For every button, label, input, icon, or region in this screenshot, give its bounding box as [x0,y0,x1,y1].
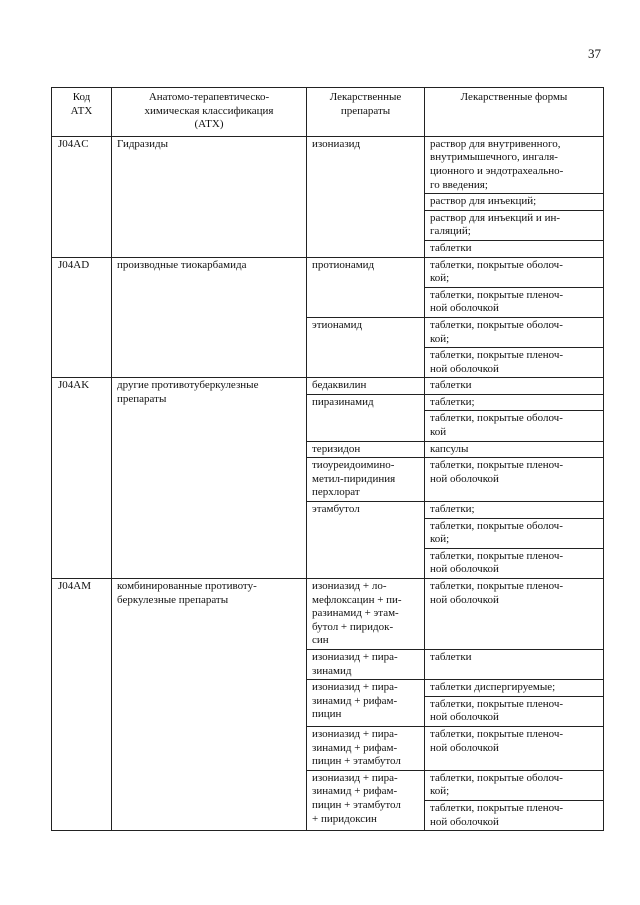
drug-name-cell: теризидон [307,441,425,458]
drug-name-cell: протионамид [307,257,425,317]
dosage-form-cell: таблетки [425,378,604,395]
table-body [52,136,604,830]
dosage-form-cell: таблетки; [425,502,604,519]
atx-table [51,87,604,831]
dosage-form-cell: таблетки, покрытые пленоч- ной оболочкой [425,548,604,578]
atx-classification-cell: другие противотуберкулезные препараты [112,378,307,579]
dosage-form-cell: таблетки, покрытые пленоч- ной оболочкой [425,696,604,726]
atx-code-cell: J04AK [52,378,112,579]
drug-name-cell: изониазид + пира- зинамид + рифам- пицин + этамбутол + пиридоксин [307,770,425,830]
dosage-form-cell: таблетки, покрытые оболоч- кой; [425,257,604,287]
dosage-form-cell: капсулы [425,441,604,458]
drug-name-cell: изониазид + пира- зинамид [307,649,425,679]
dosage-form-cell: таблетки; [425,394,604,411]
dosage-form-cell: раствор для инъекций; [425,194,604,211]
atx-code-cell: J04AC [52,136,112,257]
dosage-form-cell: таблетки, покрытые пленоч- ной оболочкой [425,287,604,317]
header-row [52,88,604,137]
dosage-form-cell: таблетки, покрытые оболоч- кой; [425,518,604,548]
drug-name-cell: этионамид [307,317,425,377]
dosage-form-cell: таблетки диспергируемые; [425,680,604,697]
dosage-form-cell: раствор для внутривенного, внутримышечного, ингаля- ционного и эндотрахеально- го введения; [425,136,604,193]
atx-code-cell: J04AD [52,257,112,378]
atx-classification-cell: производные тиокарбамида [112,257,307,378]
atx-classification-cell: комбинированные противоту- беркулезные препараты [112,579,307,831]
drug-name-cell: изониазид + пира- зинамид + рифам- пицин + этамбутол [307,726,425,770]
atx-code-cell: J04AM [52,579,112,831]
dosage-form-cell: раствор для инъекций и ин- галяций; [425,210,604,240]
drug-name-cell: изониазид [307,136,425,257]
atx-classification-cell: Гидразиды [112,136,307,257]
drug-name-cell: этамбутол [307,502,425,579]
drug-name-cell: изониазид + ло- мефлоксацин + пи- разинамид + этам- бутол + пиридок- син [307,579,425,650]
table-row [52,378,604,395]
dosage-form-cell: таблетки, покрытые оболоч- кой [425,411,604,441]
header-drugs: Лекарственные препараты [307,88,425,137]
dosage-form-cell: таблетки, покрытые пленоч- ной оболочкой [425,458,604,502]
dosage-form-cell: таблетки [425,240,604,257]
drug-name-cell: бедаквилин [307,378,425,395]
dosage-form-cell: таблетки [425,649,604,679]
dosage-form-cell: таблетки, покрытые оболоч- кой; [425,317,604,347]
dosage-form-cell: таблетки, покрытые пленоч- ной оболочкой [425,726,604,770]
header-forms: Лекарственные формы [425,88,604,137]
page-number: 37 [588,46,601,61]
table-row [52,579,604,650]
dosage-form-cell: таблетки, покрытые пленоч- ной оболочкой [425,579,604,650]
header-code: Код АТХ [52,88,112,137]
table-row [52,136,604,193]
drug-name-cell: изониазид + пира- зинамид + рифам- пицин [307,680,425,727]
dosage-form-cell: таблетки, покрытые оболоч- кой; [425,770,604,800]
drug-name-cell: тиоуреидоимино- метил-пиридиния перхлорат [307,458,425,502]
dosage-form-cell: таблетки, покрытые пленоч- ной оболочкой [425,348,604,378]
drug-name-cell: пиразинамид [307,394,425,441]
dosage-form-cell: таблетки, покрытые пленоч- ной оболочкой [425,800,604,830]
table-row [52,257,604,287]
header-classification: Анатомо-терапевтическо- химическая классификация (АТХ) [112,88,307,137]
